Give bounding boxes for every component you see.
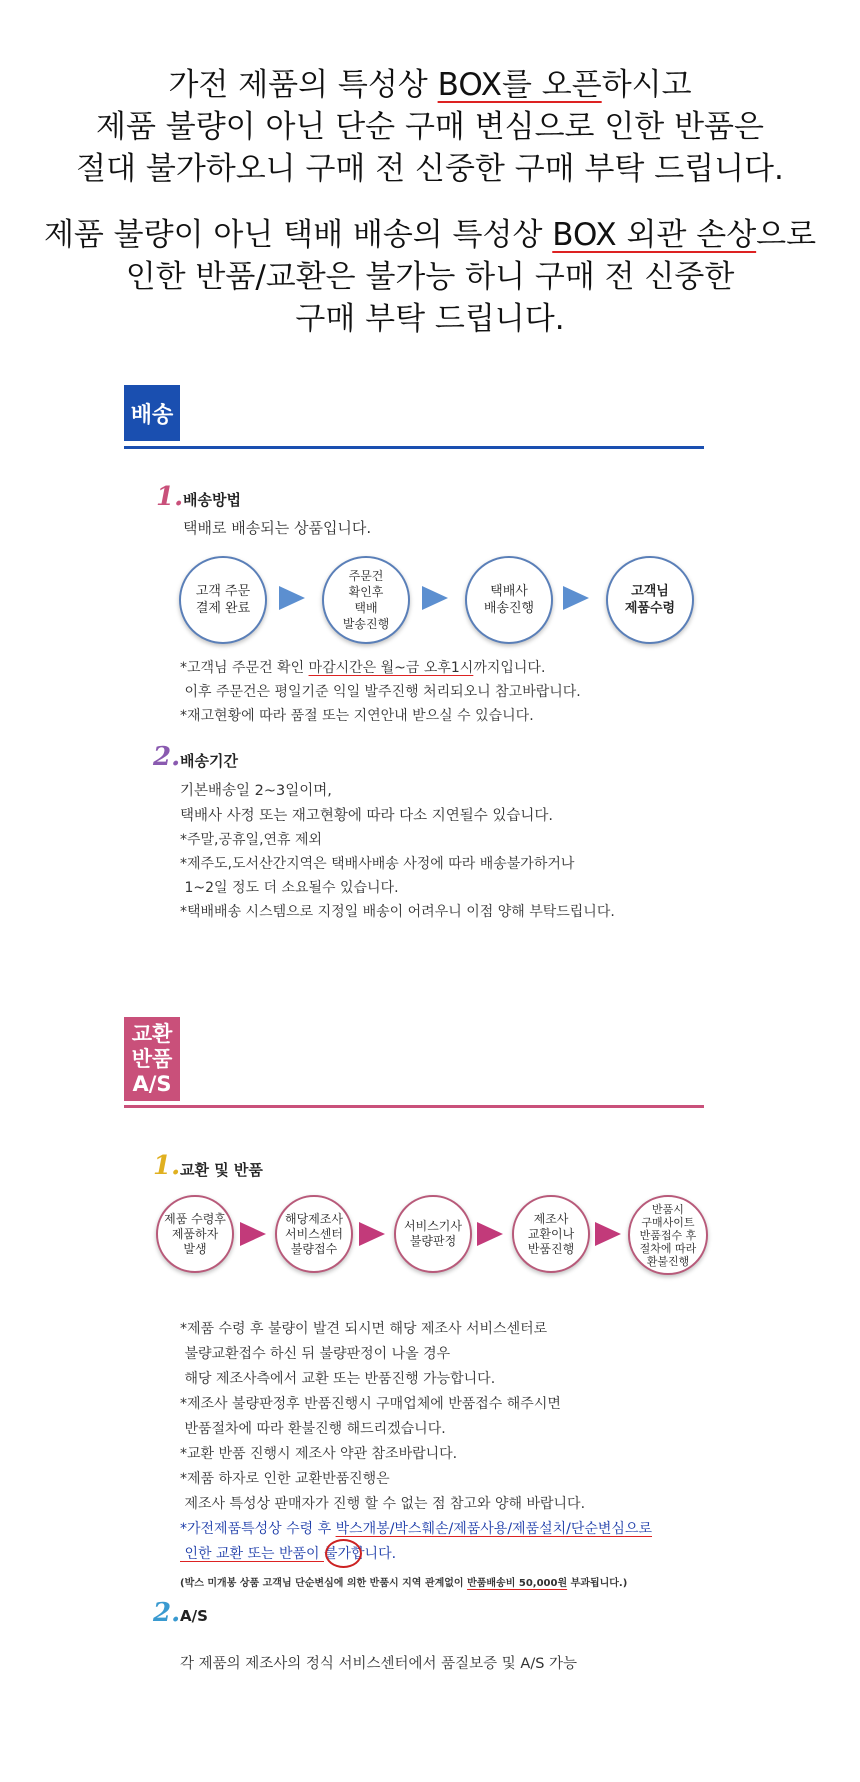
shipping-note-1: [180, 657, 545, 677]
note-text: 까지입니다.: [473, 660, 546, 676]
exchange-warning-line-2: [180, 1543, 396, 1563]
fee-highlight: 반품배송비 50,000원: [467, 1578, 568, 1589]
step-text: 반품진행: [527, 1241, 575, 1256]
exchange-step-defect: [156, 1195, 234, 1273]
exchange-note-line: *제조사 불량판정후 반품진행시 구매업체에 반품접수 해주시면: [180, 1396, 561, 1412]
exchange-header-label: 교환: [131, 1021, 173, 1046]
deadline-highlight: 마감시간은 월~금 오후1시: [308, 660, 474, 676]
exchange-header-label: A/S: [132, 1071, 172, 1096]
arrow-right-icon: [477, 1222, 503, 1246]
exchange-note-line: *교환 반품 진행시 제조사 약관 참조바랍니다.: [180, 1446, 458, 1462]
return-fee-note: [180, 1574, 627, 1589]
fee-text: 부과됩니다.): [567, 1578, 628, 1589]
arrow-right-icon: [240, 1222, 266, 1246]
notice-text: 으로: [756, 217, 817, 253]
note-text: *고객님 주문건 확인: [180, 660, 309, 676]
shipping-step-courier: [465, 556, 553, 644]
shipping-step-number-1: 1.: [156, 482, 184, 512]
step-text: 제품수령: [624, 601, 676, 616]
shipping-note-2: 이후 주문건은 평일기준 익일 발주진행 처리되오니 참고바랍니다.: [180, 684, 581, 700]
warning-highlight: 인한 교환 또는 반품이: [180, 1546, 324, 1562]
shipping-period-line: 기본배송일 2~3일이며,: [180, 783, 332, 799]
shipping-method-title: 배송방법: [183, 491, 241, 509]
notice-text: 가전 제품의 특성상: [168, 67, 438, 103]
arrow-right-icon: [359, 1222, 385, 1246]
exchange-step-number-1: 1.: [153, 1151, 181, 1181]
shipping-section-header: [124, 385, 180, 441]
warning-text: 합니다.: [351, 1546, 397, 1562]
step-text: 제품하자: [171, 1226, 219, 1241]
arrow-right-icon: [595, 1222, 621, 1246]
arrow-right-icon: [563, 586, 589, 610]
exchange-note-line: 불량교환접수 하신 뒤 불량판정이 나올 경우: [180, 1346, 451, 1362]
exchange-step-refund: [628, 1195, 708, 1275]
exchange-step-manufacturer: [512, 1195, 590, 1273]
arrow-right-icon: [279, 586, 305, 610]
shipping-period-line: *제주도,도서산간지역은 택배사배송 사정에 따라 배송불가하거나: [180, 856, 575, 872]
shipping-divider: [124, 446, 704, 449]
step-text: 반품시: [652, 1202, 684, 1216]
as-desc: 각 제품의 제조사의 정식 서비스센터에서 품질보증 및 A/S 가능: [180, 1656, 578, 1672]
arrow-right-icon: [422, 586, 448, 610]
step-text: 택배사: [490, 584, 528, 599]
exchange-step-service-center: [275, 1195, 353, 1273]
exchange-step-inspection: [394, 1195, 472, 1273]
step-text: 교환이나: [527, 1226, 575, 1241]
step-text: 발송진행: [342, 617, 390, 631]
step-text: 구매사이트: [641, 1215, 695, 1229]
notice-line: [0, 214, 860, 256]
step-text: 서비스센터: [285, 1226, 343, 1241]
step-text: 고객 주문: [195, 584, 251, 599]
shipping-note-3: *재고현황에 따라 품절 또는 지연안내 받으실 수 있습니다.: [180, 708, 534, 724]
notice-text: 하시고: [601, 67, 692, 103]
notice-paragraph-2: [0, 214, 860, 340]
step-text: 서비스기사: [404, 1219, 462, 1233]
exchange-note-line: 반품절차에 따라 환불진행 해드리겠습니다.: [180, 1421, 446, 1437]
exchange-note-line: 제조사 특성상 판매자가 진행 할 수 없는 점 참고와 양해 바랍니다.: [180, 1496, 586, 1512]
fee-text: (박스 미개봉 상품 고객님 단순변심에 의한 반품시 지역 관계없이: [180, 1578, 468, 1589]
shipping-period-line: *주말,공휴일,연휴 제외: [180, 832, 323, 848]
step-text: 해당제조사: [285, 1211, 343, 1226]
notice-line: 절대 불가하오니 구매 전 신중한 구매 부탁 드립니다.: [76, 151, 784, 187]
exchange-step-number-2: 2.: [153, 1598, 181, 1628]
step-text: 결제 완료: [195, 601, 251, 616]
notice-line: 제품 불량이 아닌 단순 구매 변심으로 인한 반품은: [96, 109, 764, 145]
shipping-method-desc: 택배로 배송되는 상품입니다.: [183, 519, 372, 537]
step-text: 불량판정: [409, 1234, 457, 1248]
shipping-header-label: 배송: [130, 402, 174, 428]
notice-highlight: BOX 외관 손상: [552, 217, 757, 253]
step-text: 불량접수: [290, 1241, 338, 1256]
exchange-note-line: *제품 하자로 인한 교환반품진행은: [180, 1471, 390, 1487]
shipping-period-line: 택배사 사정 또는 재고현황에 따라 다소 지연될수 있습니다.: [180, 808, 554, 824]
as-title: A/S: [180, 1607, 208, 1625]
notice-line: [0, 64, 860, 106]
step-text: 확인후: [348, 585, 384, 599]
shipping-step-order: [179, 556, 267, 644]
warning-text: 불가: [323, 1546, 352, 1562]
notice-paragraph-1: [0, 64, 860, 190]
step-text: 환불진행: [646, 1254, 690, 1268]
highlight-circle-icon: [325, 1539, 362, 1568]
shipping-period-line: 1~2일 정도 더 소요될수 있습니다.: [180, 880, 399, 896]
warning-highlight: 박스개봉/박스훼손/제품사용/제품설치/단순변심: [335, 1521, 625, 1537]
step-text: 택배: [354, 601, 378, 615]
shipping-step-number-2: 2.: [153, 742, 181, 772]
notice-line: 구매 부탁 드립니다.: [295, 301, 565, 337]
step-text: 제품 수령후: [164, 1211, 226, 1226]
shipping-step-receive: [606, 556, 694, 644]
exchange-section-header: [124, 1017, 180, 1101]
exchange-note-line: 해당 제조사측에서 교환 또는 반품진행 가능합니다.: [180, 1371, 496, 1387]
shipping-period-title: 배송기간: [180, 752, 238, 770]
step-text: 발생: [183, 1241, 207, 1256]
exchange-header-label: 반품: [131, 1046, 173, 1071]
step-text: 제조사: [533, 1211, 569, 1226]
exchange-title: 교환 및 반품: [180, 1161, 263, 1179]
exchange-divider: [124, 1105, 704, 1108]
shipping-step-confirm: [322, 556, 410, 644]
exchange-note-line: *제품 수령 후 불량이 발견 되시면 해당 제조사 서비스센터로: [180, 1321, 548, 1337]
exchange-warning-line-1: [180, 1518, 652, 1538]
warning-text: *가전제품특성상 수령 후: [180, 1521, 336, 1537]
step-text: 배송진행: [483, 601, 535, 616]
step-text: 반품접수 후: [639, 1228, 697, 1242]
step-text: 고객님: [631, 584, 669, 599]
notice-text: 제품 불량이 아닌 택배 배송의 특성상: [43, 217, 553, 253]
notice-line: 인한 반품/교환은 불가능 하니 구매 전 신중한: [125, 259, 735, 295]
step-text: 절차에 따라: [639, 1241, 697, 1255]
warning-text: 으로: [624, 1521, 653, 1537]
notice-highlight: BOX를 오픈: [437, 67, 602, 103]
shipping-period-line: *택배배송 시스템으로 지정일 배송이 어려우니 이점 양해 부탁드립니다.: [180, 904, 615, 920]
step-text: 주문건: [348, 569, 384, 583]
